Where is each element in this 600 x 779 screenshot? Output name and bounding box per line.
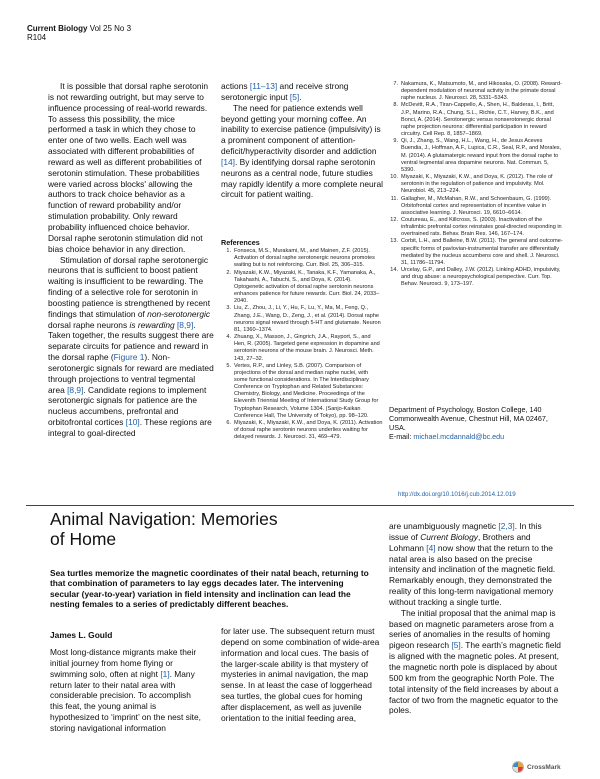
reference-number: 6. — [226, 419, 231, 426]
paragraph: are unambiguously magnetic [2,3]. In this issue of Current Biology, Brothers and Lohmann [4] now show that the return to the natal area is also based on the precise intensity and inclination of the magnetic field. Remarkably enough, they demonstrated the reality of this long-term navigational memory without tracking a single turtle. — [389, 521, 556, 607]
reference-text: Gallagher, M., McMahan, R.W., and Schoenbaum, G. (1999). Orbitofrontal cortex and representation of incentive value in associative learning. J. Neurosci. 19, 6610–6614. — [401, 195, 552, 216]
prev-article-column-2 — [221, 81, 385, 200]
reference-text: Urcelay, G.P., and Dalley, J.W. (2012). Linking ADHD, impulsivity, and drug abuse: a neuropsychological perspective. Curr. Top. Behav. Neurosci. 9, 173–197. — [401, 267, 561, 288]
reference-item — [388, 138, 563, 174]
reference-item — [221, 420, 383, 441]
reference-item — [388, 174, 563, 195]
reference-link[interactable]: [11–13] — [249, 81, 278, 91]
paragraph: actions [11–13] and receive strong serotonergic input [5]. — [221, 81, 349, 102]
reference-link[interactable]: [5] — [289, 91, 300, 102]
paragraph: It is possible that dorsal raphe serotonin is not rewarding outright, but may serve to influence processing of real-world rewards. To assess this possibility, the mice performed a task in which they chose to enter one of two wells. Each well was associated with different probabilities of reward as well as different probabilities of serotonin stimulation. These probabilities were varied across blocks' allowing the authors to track choice behavior as a function of reward probability and/or stimulation probability. Only reward probability influenced choice behavior. Dorsal raphe serotonin stimulation did not bias choice behavior in any direction. — [48, 81, 209, 254]
reference-text: Qi, J., Zhang, S., Wang, H.L., Wang, H., de Jesus Aceves Buendia, J., Hoffman, A.F., Lupica, C.R., Seal, R.P., and Morales, M. (2014). A glutamatergic reward input from the dorsal raphe to ventral tegmental area dopamine neurons. Nat. Commun. 5, 5390. — [401, 138, 562, 173]
reference-text: Miyazaki, K.W., Miyazaki, K., Tanaka, K.F., Yamanaka, A., Takahashi, A., Tabuchi, S., and Doya, K. (2014). Optogenetic activation of dorsal raphe serotonin neurons enhances patience for future rewards. Curr. Biol. 24, 2033–2040. — [234, 269, 380, 305]
page-number: R104 — [27, 33, 47, 42]
author-affiliation — [389, 406, 559, 442]
reference-item — [221, 248, 383, 269]
reference-link[interactable]: [1] — [160, 668, 170, 679]
reference-link[interactable]: [14] — [221, 156, 235, 167]
references-list — [221, 248, 383, 441]
reference-item — [388, 102, 563, 138]
affiliation-address: Department of Psychology, Boston College, 140 Commonwealth Avenue, Chestnut Hill, MA 02467, USA. — [389, 405, 548, 432]
reference-text: Nakamura, K., Matsumoto, M., and Hikosaka, O. (2008). Reward-dependent modulation of neuronal activity in the primate dorsal raphe nucleus. J. Neurosci. 28, 5331–5343. — [401, 81, 562, 102]
prev-article-column-1 — [48, 81, 214, 439]
reference-item — [388, 238, 563, 267]
crossmark-badge[interactable] — [512, 760, 584, 774]
article-column-2 — [221, 626, 381, 724]
reference-number: 4. — [226, 334, 231, 341]
article-column-3 — [389, 521, 561, 716]
reference-link[interactable]: [10] — [125, 417, 140, 428]
reference-text: Zhuang, X., Masson, J., Gingrich, J.A., Rayport, S., and Hen, R. (2005). Targeted gene expression in dopamine and serotonin neurons of the mouse brain. J. Neurosci. Meth. 143, 27–32. — [234, 334, 380, 362]
crossmark-label: CrossMark — [527, 763, 561, 771]
article-abstract: Sea turtles memorize the magnetic coordinates of their natal beach, returning to that combination of parameters to lay eggs decades later. The intervening secular (year-to-year) variation in field intensity and inclination can lead the nesting females to a series of predictably different beaches. — [50, 568, 369, 610]
reference-number: 8. — [393, 102, 398, 109]
references-section — [221, 239, 383, 441]
reference-text: Vertes, R.P., and Linley, S.B. (2007). Comparison of projections of the dorsal and median raphe nuclei, with some functional considerations. In The Interdisciplinary Conference on Tryptophan and Related Substances: Chemistry, Biology, and Medicine. Proceedings of the Eleventh Triennial Meeting of International Study Group for Tryptophan Research, Volume 1304. (Sanjo-Kaikan Conference Hall, The University of Tokyo), pp. 98–120. — [234, 362, 379, 419]
doi-link[interactable]: http://dx.doi.org/10.1016/j.cub.2014.12.019 — [398, 491, 516, 498]
reference-number: 10. — [390, 174, 398, 181]
reference-item — [221, 270, 383, 306]
references-section-continued — [388, 81, 563, 289]
reference-text: Liu, Z., Zhou, J., Li, Y., Hu, F., Lu, Y., Ma, M., Feng, Q., Zhang, J.E., Wang, D., Zeng, J., et al. (2014). Dorsal raphe neurons signal reward through 5-HT and glutamate. Neuron 81, 1360–1374. — [234, 305, 381, 333]
crossmark-icon — [512, 761, 524, 773]
reference-text: Corbit, L.H., and Balleine, B.W. (2011). The general and outcome-specific forms of pavlovian-instrumental transfer are differentially mediated by the nucleus accumbens core and shell. J. Neurosci. 31, 11786–11794. — [401, 238, 563, 266]
reference-number: 12. — [390, 216, 398, 223]
reference-item — [221, 334, 383, 363]
reference-number: 11. — [390, 195, 398, 202]
article-title: Animal Navigation: Memories of Home — [50, 509, 278, 549]
reference-item — [388, 267, 563, 288]
reference-number: 3. — [226, 305, 231, 312]
reference-number: 1. — [226, 248, 231, 255]
email-link[interactable]: michael.mcdannald@bc.edu — [413, 431, 505, 441]
article-divider — [26, 505, 574, 506]
reference-item — [388, 217, 563, 238]
paragraph: for later use. The subsequent return must depend on some combination of wide-area information and local cues. The basis of the larger-scale ability is that mystery of mysteries in animal navigation, the map sense. In at least the case of loggerhead sea turtles, the global cues for homing after displacement, as well as juvenile orientation to the initial feeding area, — [221, 626, 380, 723]
references-heading: References — [221, 238, 260, 247]
paragraph: The initial proposal that the animal map is based on magnetic parameters arose from a series of anomalies in the results of homing pigeon research [5]. The earth’s magnetic field is aligned with the magnetic poles. At present, the magnetic north pole is displaced by about 500 km from the geographic North Pole. The total intensity of the field increases by about a factor of two from the magnetic equator to the poles. — [389, 607, 561, 716]
affiliation-email-line: E-mail: michael.mcdannald@bc.edu — [389, 431, 505, 441]
reference-link[interactable]: [4] — [426, 542, 436, 553]
reference-item — [221, 305, 383, 334]
article-column-1 — [50, 647, 202, 734]
reference-link[interactable]: [8,9] — [67, 384, 84, 395]
reference-text: McDevitt, R.A., Tiran-Cappello, A., Shen, H., Balderas, I., Britt, J.P., Marino, R.A., Chung, S.L., Richie, C.T., Harvey, B.K., and Bonci, A. (2014). Serotonergic versus nonserotonergic dorsal raphe projection neurons: differential participation in reward circuitry. Cell Rep. 8, 1857–1869. — [401, 102, 554, 138]
journal-name: Current Biology — [27, 24, 88, 33]
paragraph: The need for patience extends well beyond getting your morning coffee. An inability to exercise patience (impulsivity) is a prominent component of attention-deficit/hyperactivity disorder and addiction [14]. By identifying dorsal raphe serotonin neurons as a central node, future studies may rapidly identify a more complete neural circuit for patient waiting. — [221, 102, 383, 200]
reference-number: 7. — [393, 81, 398, 87]
reference-item — [388, 196, 563, 217]
reference-item — [388, 81, 563, 102]
reference-number: 14. — [390, 267, 398, 274]
references-list — [388, 81, 563, 289]
paragraph: Stimulation of dorsal raphe serotonergic neurons that is sufficient to boost patient waiting is insufficient to be rewarding. The finding of a selective role for serotonin in boosting patience is strengthened by recent findings that stimulation of non-serotonergic dorsal raphe neurons is rewarding [8,9]. Taken together, the results suggest there are separate circuits for patience and reward in the dorsal raphe (Figure 1). Non-serotonergic signals for reward are mediated through projections to ventral tegmental area [8,9]. Candidate regions to implement serotonergic signals for patience are the nucleus accumbens, prefrontal and orbitofrontal cortices [10]. These regions are integral to goal-directed — [48, 254, 214, 438]
reference-number: 9. — [393, 138, 398, 145]
reference-link[interactable]: [2,3] — [498, 521, 515, 531]
reference-text: Fonseca, M.S., Murakami, M., and Mainen, Z.F. (2015). Activation of dorsal raphe serotonergic neurons promotes waiting but is not reinforcing. Curr. Biol. 25, 306–315. — [234, 248, 375, 269]
reference-number: 13. — [390, 238, 398, 245]
paragraph: Most long-distance migrants make their initial journey from home flying or swimming solo, often at night [1]. Many return later to their natal area with considerable precision. To accomplish this feat, the young animal is hypothesized to ‘imprint’ on the nest site, storing navigational information — [50, 647, 201, 733]
reference-item — [221, 363, 383, 420]
journal-volume: Vol 25 No 3 — [89, 24, 132, 33]
reference-text: Miyazaki, K., Miyazaki, K.W., and Doya, K. (2012). The role of serotonin in the regulation of patience and impulsivity. Mol. Neurobiol. 45, 213–224. — [401, 174, 553, 195]
article-author: James L. Gould — [50, 630, 113, 640]
reference-number: 2. — [226, 269, 231, 276]
reference-link[interactable]: [8,9] — [176, 319, 194, 330]
reference-text: Miyazaki, K., Miyazaki, K.W., and Doya, K. (2011). Activation of dorsal raphe serotonin neurons underlies waiting for delayed rewards. J. Neurosci. 31, 469–479. — [234, 419, 383, 441]
reference-number: 5. — [226, 362, 231, 369]
reference-text: Coutureau, E., and Killcross, S. (2003). Inactivation of the infralimbic prefrontal cortex reinstates goal-directed responding in overtrained rats. Behav. Brain Res. 146, 167–174. — [401, 216, 562, 238]
figure-link[interactable]: Figure 1 — [113, 352, 145, 363]
reference-link[interactable]: [5] — [451, 640, 461, 651]
